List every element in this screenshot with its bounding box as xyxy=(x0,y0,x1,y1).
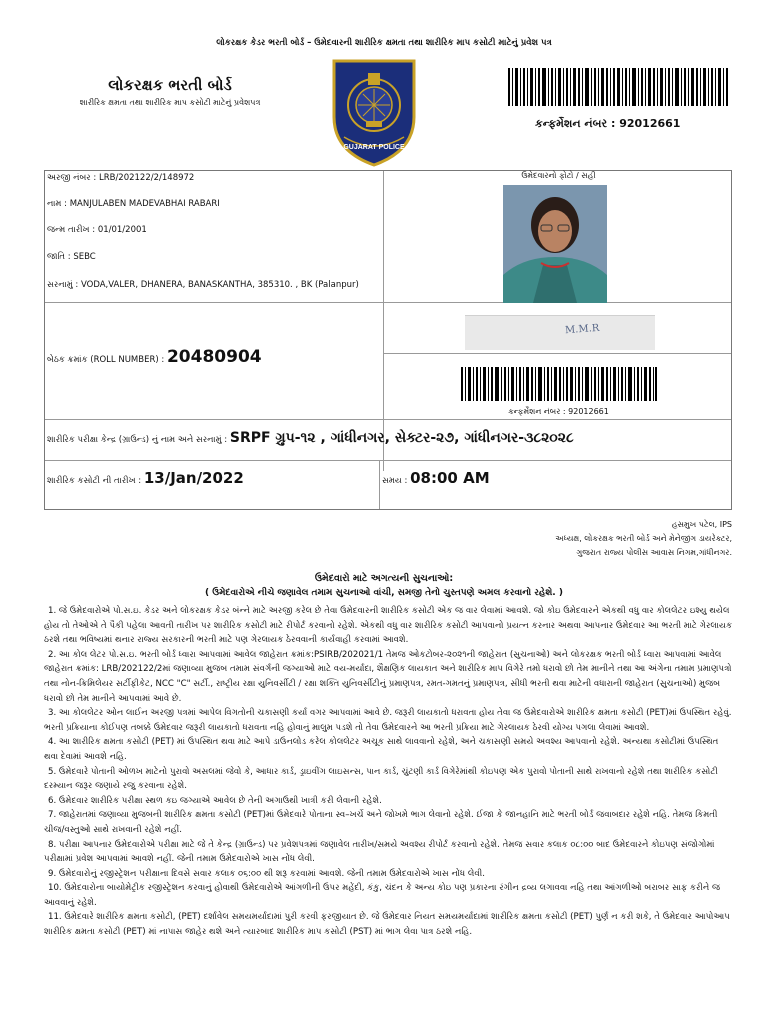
instruction-item: 5. ઉમેદવારે પોતાની ઓળખ માટેનો પુરાવો અસલમાં જેવો કે, આધાર કાર્ડ, ડ્રાઇવીંગ લાઇસન્સ, પાન કાર્ડ, ચુંટણી કાર્ડ વિગેરેમાંથી કોઇપણ એક પુરાવો પોતાની સાથે રાખવાનો રહેશે તથા શારીરિક કસોટી દરમ્યાન જરૂર જણાયે રજુ કરવાના રહેશે. xyxy=(44,766,718,792)
caste-value: SEBC xyxy=(73,252,96,262)
logo-text: GUJARAT POLICE xyxy=(343,144,405,151)
date-label: શારીરિક કસોટી ની તારીખ : xyxy=(47,476,142,486)
photo-signature-label: ઉમેદવારનો ફોટો / સહી xyxy=(521,171,596,180)
confirmation-number-top xyxy=(535,117,680,131)
address xyxy=(47,280,359,290)
instructions-title: ઉમેદવારો માટે અગત્યની સુચનાઓ: xyxy=(314,573,454,584)
exam-centre xyxy=(47,430,574,446)
dob-value: 01/01/2001 xyxy=(97,225,147,235)
instruction-item: 9. ઉમેદવારોનું રજીસ્ટ્રેશન પરીક્ષાના દિવસે સવાર કલાક ૦૬:૦૦ થી શરૂ કરવામાં આવશે. જેની તમામ ઉમેદવારોએ ખાસ નોંધ લેવી. xyxy=(48,868,485,879)
application-number xyxy=(47,173,194,183)
gujarat-police-logo xyxy=(330,55,418,167)
name-value: MANJULABEN MADEVABHAI RABARI xyxy=(69,199,220,209)
instruction-item: 1. જે ઉમેદવારોએ પો.સ.ઇ. કેડર અને લોકરક્ષક કેડર બંન્ને માટે અરજી કરેલ છે તેવા ઉમેદવારની શારીરિક કસોટી એક જ વાર લેવામાં આવશે. જો કોઇ ઉમેદવારને એકથી વધુ વાર કોલલેટર ઇશ્યુ થયેલ હોય તો તેઓએ તે પૈકી પહેલા આવતી તારીખ પર શારીરિક કસોટી માટે રીપોર્ટ કરવાનો રહેશે. એકથી વધુ વાર શારીરિક કસોટી આપવાનો પ્રયત્ન કરનાર અથવા આપનાર ઉમેદવાર આ ભરતી માટે ગેરલાયક ઠરશે તથા ભવિષ્યમાં થનાર રાજ્ય સરકારની ભરતી માટે પણ ગેરલાયક ઠેરવવાની કાર્યવાહી કરવામાં આવશે. xyxy=(44,606,733,646)
dob-label: જન્મ તારીખ : xyxy=(47,225,96,235)
instruction-item: 3. આ કોલલેટર ઓન લાઈન અરજી પત્રમાં આપેલ વિગતોની ચકાસણી કર્યા વગર આપવામાં આવે છે. જરૂરી લાયકાતો ધરાવતા હોય તેવા જ ઉમેદવારોએ શારીરિક ક્ષમતા કસોટી (PET)માં ઉપસ્થિત રહેવું. ભરતી પ્રક્રિયાના કોઈપણ તબક્કે ઉમેદવાર જરૂરી લાયકાતો ધરાવતા નહિ હોવાનું માલુમ પડશે તો તેવા ઉમેદવારને આ ભરતી પ્રક્રિયા માટે ગેરલાયક ઠેરવી યોગ્ય પગલા લેવામાં આવશે. xyxy=(44,708,732,733)
exam-time xyxy=(382,469,490,487)
confirmation-number-bottom xyxy=(384,407,733,417)
roll-label: બેઠક ક્રમાંક (ROLL NUMBER) : xyxy=(47,355,165,365)
centre-value: SRPF ગ્રુપ-૧૨ , ગાંધીનગર, સેક્ટર-૨૭, ગાંધીનગર-૩૮૨૦૨૮ xyxy=(229,430,574,446)
confirmation-label-2: કન્ફર્મેશન નંબર : xyxy=(508,407,566,416)
caste xyxy=(47,252,96,262)
instruction-item: 7. જાહેરાતમાં જણાવ્યા મુજબની શારીરિક ક્ષમતા કસોટી (PET)માં ઉમેદવારે પોતાના સ્વ–ખર્ચે અને જોખમે ભાગ લેવાનો રહેશે. ઈજા કે જાનહાનિ માટે ભરતી બોર્ડ જવાબદાર રહેશે નહિ. તેમજ કિમતી ચીજ/વસ્તુઓ સાથે રાખવાની રહેશે નહીં. xyxy=(44,810,718,835)
signatory-name: હસમુખ પટેલ, IPS xyxy=(671,520,732,529)
application-value: LRB/202122/2/148972 xyxy=(98,173,195,183)
instruction-item: 8. પરીક્ષા આપનાર ઉમેદવારોએ પરીક્ષા માટે જે તે કેન્દ્ર (ગ્રાઉન્ડ) પર પ્રવેશપત્રમાં જણાવેલ તારીખ/સમયે અવશ્ય રીપોર્ટ કરવાનો રહેશે. તેમજ સવાર કલાક ૦૮:૦૦ બાદ ઉમેદવારને કોઇપણ સંજોગોમાં પરીક્ષામાં પ્રવેશ આપવામાં આવશે નહીં. જેની તમામ ઉમેદવારોએ ખાસ નોંધ લેવી. xyxy=(44,839,715,865)
candidate-signature xyxy=(465,315,655,350)
board-subtitle: શારીરિક ક્ષમતા તથા શારીરિક માપ કસોટી માટેનું પ્રવેશપત્ર xyxy=(79,98,261,107)
instruction-item: 11. ઉમેદવારે શારીરિક ક્ષમતા કસોટી, (PET) દર્શાવેલ સમયમર્યાદામાં પુરી કરવી ફરજીયાત છે. જે ઉમેદવાર નિયત સમયમર્યાદામાં શારીરિક ક્ષમતા કસોટી (PET) પુર્ણ ન કરી શકે, તે ઉમેદવાર આપોઆપ શારીરિક ક્ષમતા કસોટી (PET) માં નાપાસ જાહેર થશે અને ત્યારબાદ શારીરિક માપ કસોટી (PST) માં ભાગ લેવા પાત્ર ઠરશે નહિ. xyxy=(44,912,730,938)
instruction-item: 4. આ શારીરિક ક્ષમતા કસોટી (PET) માં ઉપસ્થિત થવા માટે આપે ડાઉનલોડ કરેલ કોલલેટર અચૂક સાથે લાવવાનો રહેશે, અને ચકાસણી સમયે અવશ્ય આપવાનો રહેશે. અન્યથા કસોટીમાં ઉપસ્થિત થવા દેવામાં આવશે નહિ. xyxy=(44,737,719,762)
date-value: 13/Jan/2022 xyxy=(143,469,244,487)
barcode-roll xyxy=(461,367,657,401)
time-value: 08:00 AM xyxy=(410,469,490,487)
confirmation-value-2: 92012661 xyxy=(568,407,609,416)
signatory-designation-2: ગુજરાત રાજ્ય પોલીસ આવાસ નિગમ,ગાંધીનગર. xyxy=(576,548,732,557)
candidate-details-table xyxy=(44,170,732,510)
roll-value: 20480904 xyxy=(166,347,262,367)
signatory-block xyxy=(555,518,732,560)
instructions-list xyxy=(44,604,734,940)
document-title: લોકરક્ષક કેડર ભરતી બોર્ડ – ઉમેદવારની શારીરિક ક્ષમતા તથા શારીરિક માપ કસોટી માટેનું પ્રવેશ પત્ર xyxy=(216,38,552,48)
candidate-photo xyxy=(503,185,607,303)
date-of-birth xyxy=(47,225,147,235)
signature-text: M.M.R xyxy=(564,322,600,337)
instruction-item: 10. ઉમેદવારોના બાયોમેટ્રીક રજીસ્ટ્રેશન કરવાનું હોવાથી ઉમેદવારોએ આંગળીની ઉપર મહેંદી, કંકુ, ચંદન કે અન્ય કોઇ પણ પ્રકારના રંગીન દ્રવ્ય લગાવવા નહિ તથા આંગળીઓ બરાબર સાફ કરીને જ આવવાનું રહેશે. xyxy=(44,883,721,908)
confirmation-label: કન્ફર્મેશન નંબર : xyxy=(535,117,616,130)
confirmation-value: 92012661 xyxy=(619,117,681,130)
application-label: અરજી નંબર : xyxy=(47,173,97,183)
instruction-item: 6. ઉમેદવાર શારીરિક પરીક્ષા સ્થળ કઇ જગ્યાએ આવેલ છે તેની અગાઉથી ખાત્રી કરી લેવાની રહેશે. xyxy=(48,795,382,806)
instruction-item: 2. આ કોલ લેટર પો.સ.ઇ. ભરતી બોર્ડ ધ્વારા આપવામાં આવેલ જાહેરાત ક્રમાંક:PSIRB/202021/1 તેમજ ઓકટોબર-૨૦૨૧ની જાહેરાત (સુચનાઓ) અને લોકરક્ષક ભરતી બોર્ડ ધ્વારા આપવામાં આવેલ જાહેરાત ક્રમાંક: LRB/202122/2માં જણાવ્યા મુજબ તમામ સંવર્ગની જગ્યાઓ માટે વય-મર્યાદા, શૈક્ષણિક લાયકાત અને શારીરિક માપ વિગેરે તમો ધરાવો છો તેમ માનીને તથા આ અંગેના તમામ પ્રમાણપત્રો તથા નોન-ક્રિમિલેયર સર્ટીફીકેટ, NCC "C" સર્ટી., રાષ્ટ્રીય રક્ષા યુનિવર્સીટી / રક્ષા શક્તિ યુનિવર્સીટીનું પ્રમાણપત્ર, રમત-ગમતનું પ્રમાણપત્ર, સીધી ભરતી થવા માટેની વધારાની જાહેરાત (સુચનાઓ) મુજબ ધરાવો છો તેમ માનીને આપવામાં આવે છે. xyxy=(44,649,732,704)
address-label: સરનામું : xyxy=(47,280,79,290)
centre-label: શારીરિક પરીક્ષા કેન્દ્ર (ગ્રાઉન્ડ) નું નામ અને સરનામું : xyxy=(47,435,228,445)
caste-label: જાતિ : xyxy=(47,252,71,262)
instructions-subtitle: ( ઉમેદવારોએ નીચે જણાવેલ તમામ સુચનાઓ વાંચી, સમજી તેનો ચુસ્તપણે અમલ કરવાનો રહેશે. ) xyxy=(205,588,563,598)
exam-date xyxy=(47,469,244,487)
time-label: સમય : xyxy=(382,476,408,486)
signatory-designation-1: અધ્યક્ષ, લોકરક્ષક ભરતી બોર્ડ અને મેનેજીંગ ડાયરેક્ટર, xyxy=(555,534,732,543)
roll-number xyxy=(47,347,262,367)
barcode-top xyxy=(508,68,728,106)
address-value: VODA,VALER, DHANERA, BANASKANTHA, 385310. , BK (Palanpur) xyxy=(80,280,359,290)
candidate-name xyxy=(47,199,220,209)
name-label: નામ : xyxy=(47,199,67,209)
board-name: લોકરક્ષક ભરતી બોર્ડ xyxy=(108,76,232,94)
